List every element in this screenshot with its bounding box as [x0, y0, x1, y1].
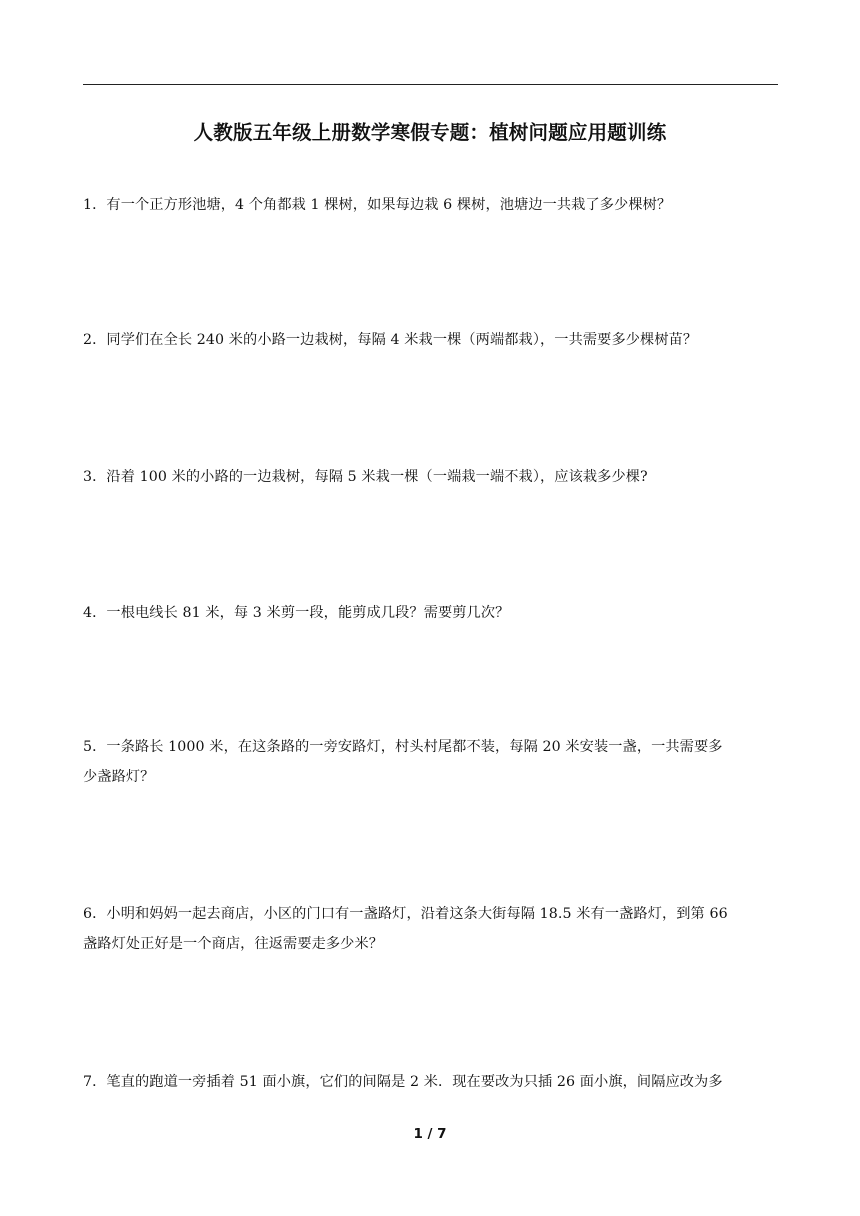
question-7 — [83, 1067, 783, 1097]
question-3 — [83, 462, 783, 492]
document-title: 人教版五年级上册数学寒假专题：植树问题应用题训练 — [193, 121, 667, 144]
question-2 — [83, 325, 783, 355]
question-1-line-1: 1．有一个正方形池塘，4 个角都栽 1 棵树，如果每边栽 6 棵树，池塘边一共栽了多少棵树？ — [83, 197, 672, 213]
question-4 — [83, 598, 783, 628]
question-7-line-1: 7．笔直的跑道一旁插着 51 面小旗，它们的间隔是 2 米．现在要改为只插 26 面小旗，间隔应改为多 — [83, 1074, 723, 1090]
question-6-line-1: 6．小明和妈妈一起去商店，小区的门口有一盏路灯，沿着这条大街每隔 18.5 米有一盏路灯，到第 66 — [83, 906, 728, 922]
question-6-line-2: 盏路灯处正好是一个商店，往返需要走多少米？ — [83, 936, 384, 952]
question-2-line-1: 2．同学们在全长 240 米的小路一边栽树，每隔 4 米栽一棵（两端都栽），一共需要多少棵树苗？ — [83, 332, 698, 348]
question-5-line-1: 5．一条路长 1000 米，在这条路的一旁安路灯，村头村尾都不装，每隔 20 米安装一盏，一共需要多 — [83, 739, 723, 755]
question-6 — [83, 899, 783, 959]
question-3-line-1: 3．沿着 100 米的小路的一边栽树，每隔 5 米栽一棵（一端栽一端不栽），应该栽多少棵? — [83, 469, 648, 485]
header-rule — [83, 84, 778, 85]
question-5-line-2: 少盏路灯？ — [83, 769, 155, 785]
page-indicator: 1 / 7 — [413, 1126, 447, 1142]
question-1 — [83, 190, 783, 220]
question-5 — [83, 732, 783, 792]
question-4-line-1: 4．一根电线长 81 米，每 3 米剪一段，能剪成几段？需要剪几次？ — [83, 605, 510, 621]
